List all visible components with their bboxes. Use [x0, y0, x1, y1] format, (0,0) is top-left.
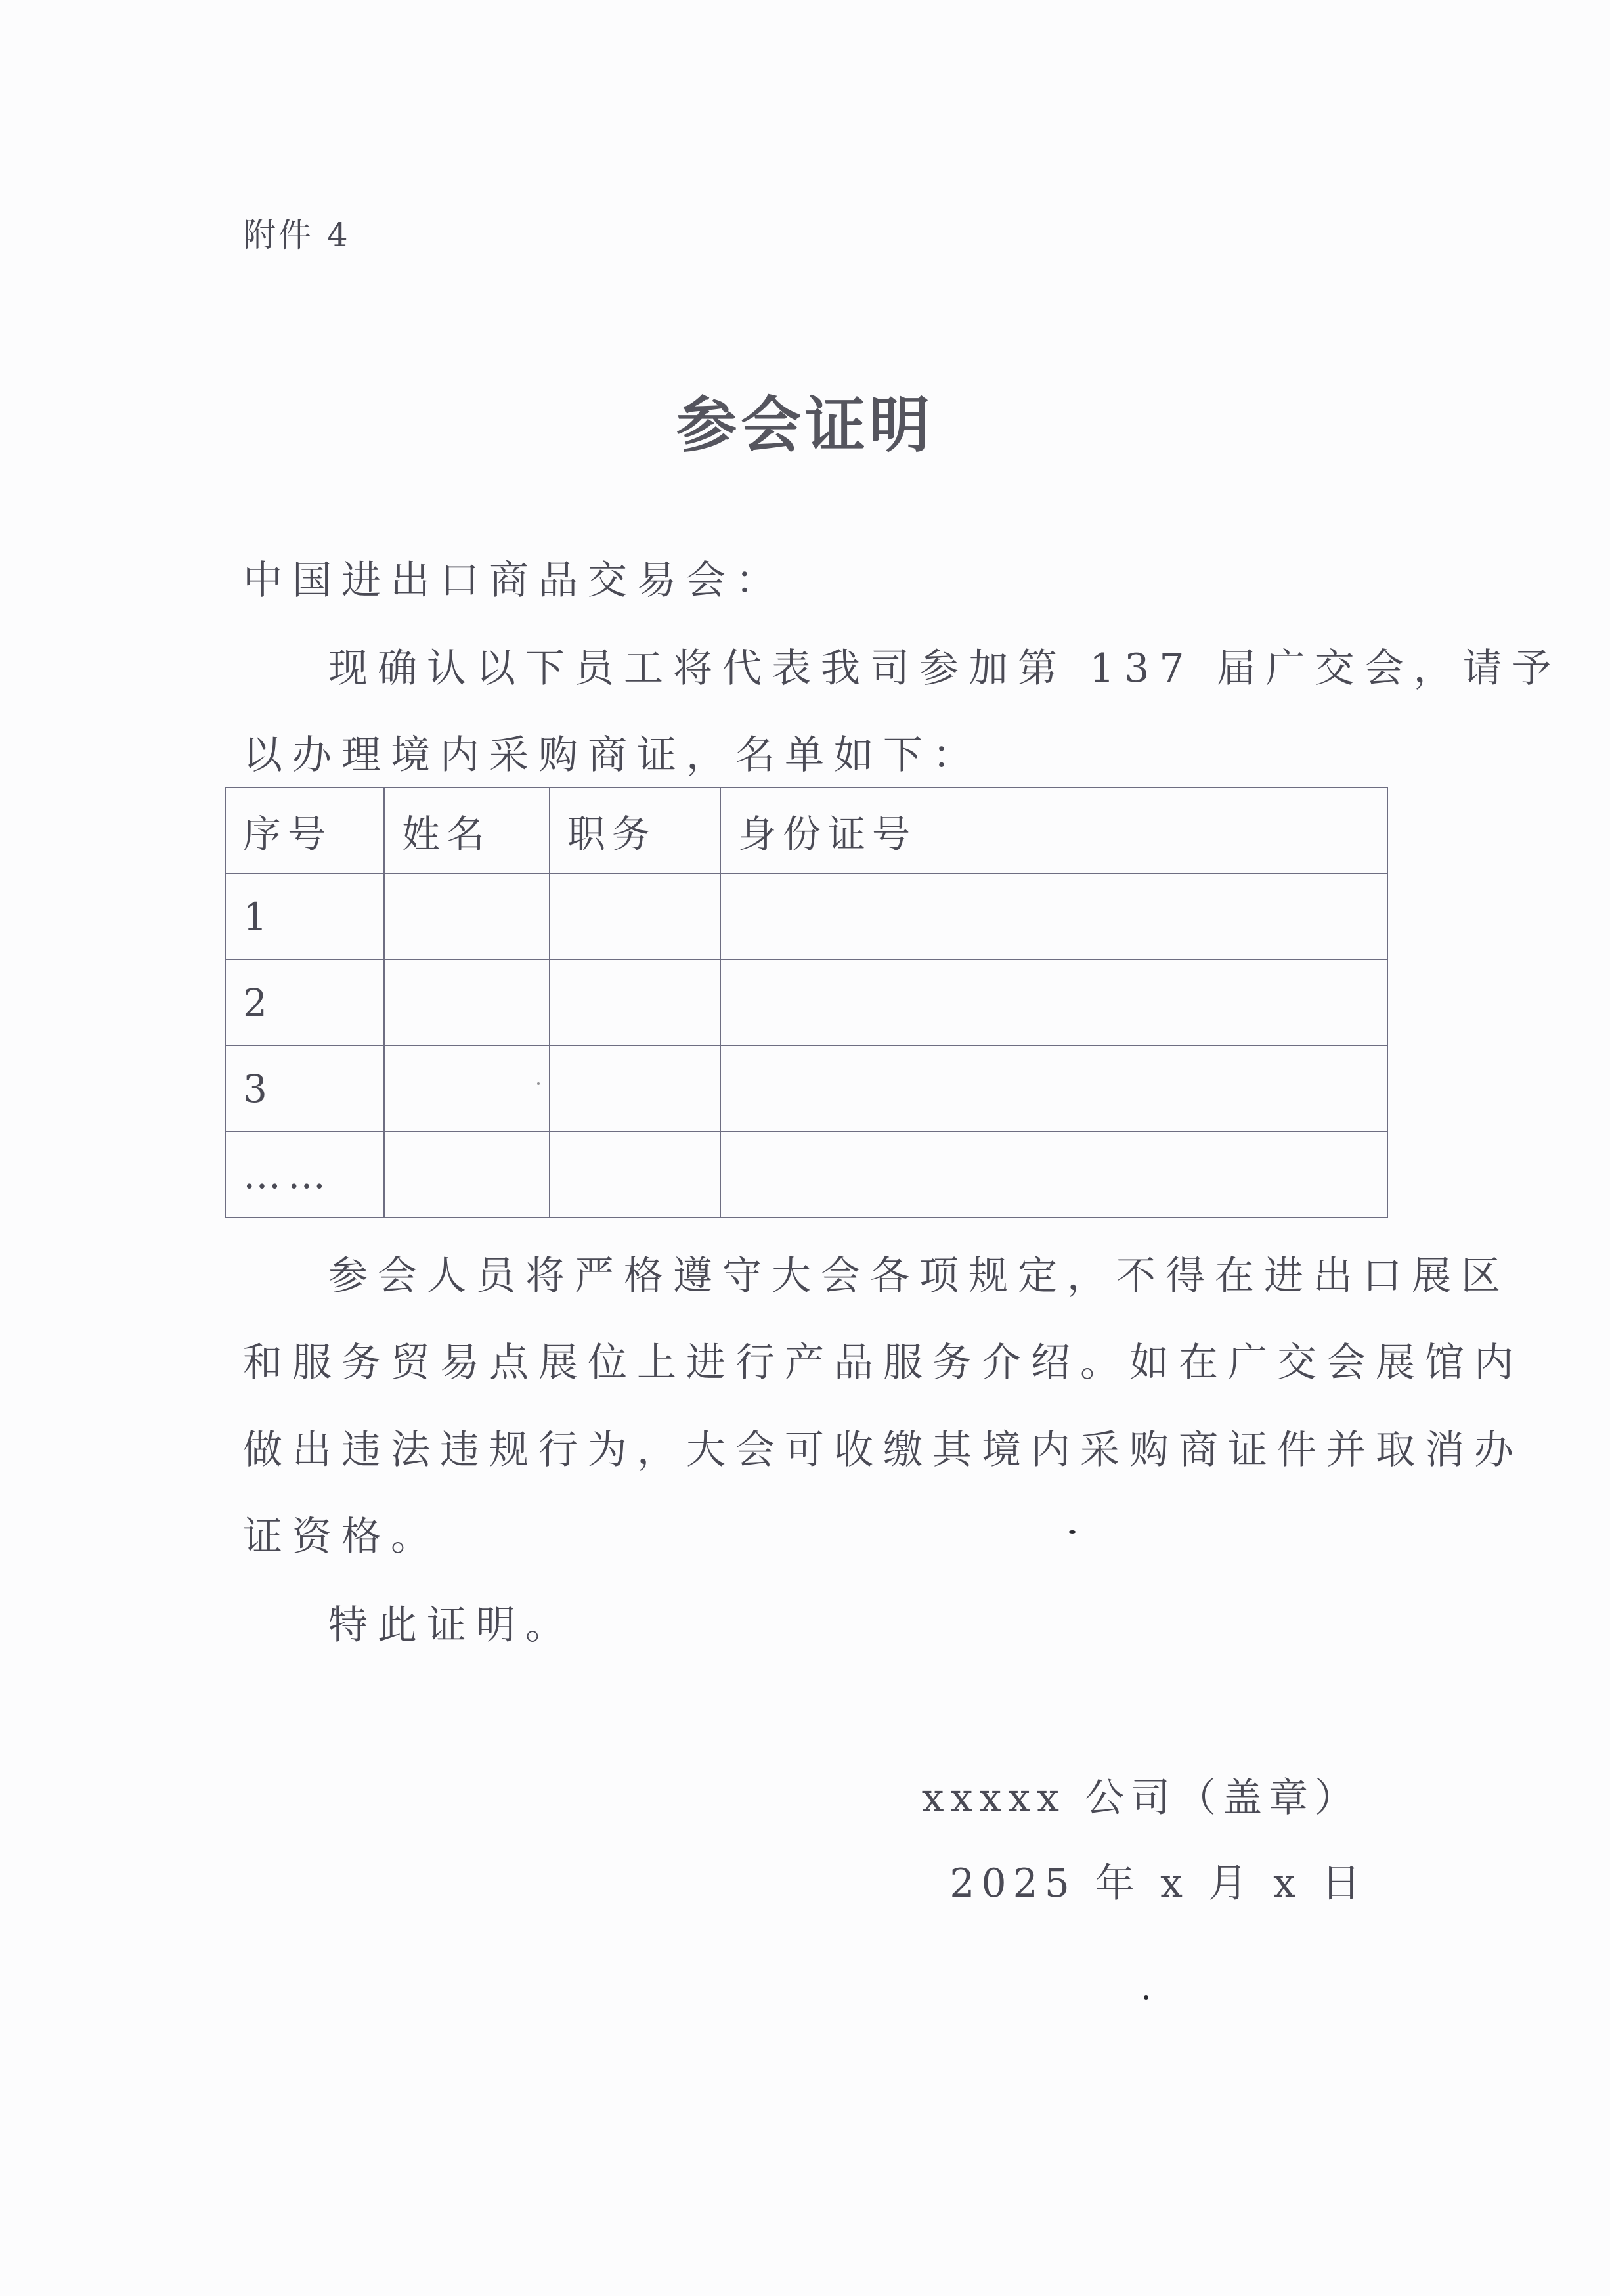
table-row [225, 1046, 1387, 1132]
table-cell [720, 873, 1387, 960]
header-id-number: 身份证号 [720, 787, 1387, 873]
table-header-row [225, 787, 1387, 873]
table-cell [550, 873, 720, 960]
header-name: 姓名 [384, 787, 550, 873]
attachment-label: 附件 4 [243, 216, 351, 254]
paragraph1-line1: 现确认以下员工将代表我司参加第 137 届广交会，请予 [328, 646, 1561, 692]
scan-speck [1069, 1530, 1076, 1534]
table-row [225, 1132, 1387, 1218]
header-position: 职务 [550, 787, 720, 873]
addressee: 中国进出口商品交易会： [243, 558, 785, 604]
table-cell: …… [225, 1132, 384, 1218]
table-cell [550, 1046, 720, 1132]
closing-statement: 特此证明。 [328, 1602, 575, 1648]
table-cell: 1 [225, 873, 384, 960]
document-title: 参会证明 [676, 390, 934, 460]
scan-speck [1144, 1995, 1148, 2000]
table-cell [720, 960, 1387, 1046]
table-cell [384, 873, 550, 960]
scan-speck [537, 1082, 540, 1085]
table-cell: 3 [225, 1046, 384, 1132]
table-cell [720, 1132, 1387, 1218]
table-row [225, 873, 1387, 960]
table-cell [550, 1132, 720, 1218]
table-cell [720, 1046, 1387, 1132]
paragraph2-line3: 做出违法违规行为，大会可收缴其境内采购商证件并取消办 [243, 1427, 1523, 1473]
paragraph2-line1: 参会人员将严格遵守大会各项规定，不得在进出口展区 [328, 1253, 1510, 1299]
paragraph2-line2: 和服务贸易点展位上进行产品服务介绍。如在广交会展馆内 [243, 1340, 1523, 1386]
signer-company: xxxxx 公司（盖章） [921, 1775, 1360, 1821]
header-serial: 序号 [225, 787, 384, 873]
paragraph1-line2: 以办理境内采购商证，名单如下： [243, 732, 982, 778]
table-cell [384, 960, 550, 1046]
table-cell: 2 [225, 960, 384, 1046]
table-cell [384, 1046, 550, 1132]
table-cell [550, 960, 720, 1046]
signing-date: 2025 年 x 月 x 日 [949, 1861, 1367, 1907]
table-row [225, 960, 1387, 1046]
table-cell [384, 1132, 550, 1218]
paragraph2-line4: 证资格。 [243, 1514, 440, 1560]
attendee-table [225, 787, 1388, 1218]
